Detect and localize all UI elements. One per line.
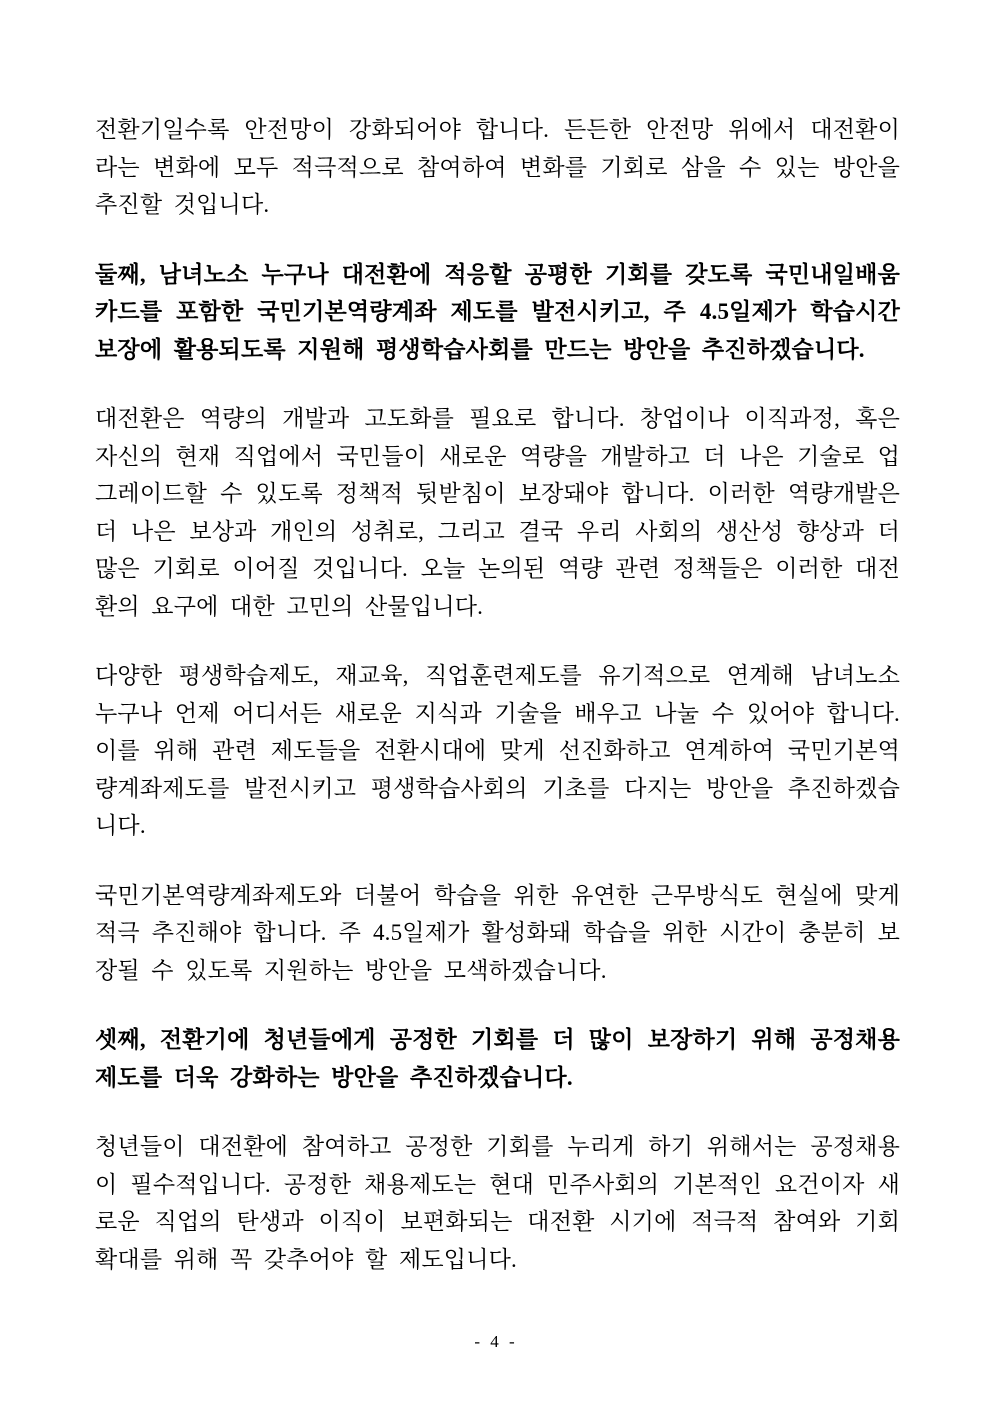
text-line: 이 필수적입니다. 공정한 채용제도는 현대 민주사회의 기본적인 요건이자 새	[95, 1171, 900, 1197]
text-line: 누구나 언제 어디서든 새로운 지식과 기술을 배우고 나눌 수 있어야 합니다.	[95, 700, 900, 726]
text-line: 자신의 현재 직업에서 국민들이 새로운 역량을 개발하고 더 나은 기술로 업	[95, 443, 900, 469]
text-line: 셋째, 전환기에 청년들에게 공정한 기회를 더 많이 보장하기 위해 공정채용	[95, 1027, 900, 1052]
emphasis-paragraph	[95, 256, 900, 369]
text-line: 청년들이 대전환에 참여하고 공정한 기회를 누리게 하기 위해서는 공정채용	[95, 1134, 900, 1159]
document-body	[95, 111, 900, 1310]
text-line: 제도를 더욱 강화하는 방안을 추진하겠습니다.	[95, 1064, 573, 1090]
text-line: 대전환은 역량의 개발과 고도화를 필요로 합니다. 창업이나 이직과정, 혹은	[95, 406, 900, 431]
text-line: 더 나은 보상과 개인의 성취로, 그리고 결국 우리 사회의 생산성 향상과 더	[95, 518, 900, 544]
text-line: 다양한 평생학습제도, 재교육, 직업훈련제도를 유기적으로 연계해 남녀노소	[95, 663, 900, 688]
text-line: 환의 요구에 대한 고민의 산물입니다.	[95, 593, 484, 619]
body-paragraph	[95, 400, 900, 625]
page-number: - 4 -	[474, 1332, 518, 1351]
body-paragraph	[95, 1128, 900, 1278]
text-line: 라는 변화에 모두 적극적으로 참여하여 변화를 기회로 삼을 수 있는 방안을	[95, 154, 900, 180]
text-line: 로운 직업의 탄생과 이직이 보편화되는 대전환 시기에 적극적 참여와 기회	[95, 1209, 900, 1234]
text-line: 그레이드할 수 있도록 정책적 뒷받침이 보장돼야 합니다. 이러한 역량개발은	[95, 481, 900, 506]
text-line: 둘째, 남녀노소 누구나 대전환에 적응할 공평한 기회를 갖도록 국민내일배움	[95, 261, 900, 287]
text-line: 량계좌제도를 발전시키고 평생학습사회의 기초를 다지는 방안을 추진하겠습	[95, 775, 900, 801]
emphasis-paragraph	[95, 1021, 900, 1096]
text-line: 카드를 포함한 국민기본역량계좌 제도를 발전시키고, 주 4.5일제가 학습시간	[95, 299, 900, 324]
text-line: 많은 기회로 이어질 것입니다. 오늘 논의된 역량 관련 정책들은 이러한 대전	[95, 556, 900, 581]
text-line: 전환기일수록 안전망이 강화되어야 합니다. 든든한 안전망 위에서 대전환이	[95, 117, 900, 142]
text-line: 보장에 활용되도록 지원해 평생학습사회를 만드는 방안을 추진하겠습니다.	[95, 336, 865, 362]
text-line: 적극 추진해야 합니다. 주 4.5일제가 활성화돼 학습을 위한 시간이 충분히 보	[95, 920, 900, 945]
text-line: 니다.	[95, 813, 146, 838]
text-line: 장될 수 있도록 지원하는 방안을 모색하겠습니다.	[95, 957, 607, 983]
text-line: 국민기본역량계좌제도와 더불어 학습을 위한 유연한 근무방식도 현실에 맞게	[95, 882, 900, 908]
body-paragraph	[95, 111, 900, 224]
text-line: 확대를 위해 꼭 갖추어야 할 제도입니다.	[95, 1246, 517, 1272]
text-line: 이를 위해 관련 제도들을 전환시대에 맞게 선진화하고 연계하여 국민기본역	[95, 738, 900, 763]
text-line: 추진할 것입니다.	[95, 192, 270, 217]
body-paragraph	[95, 657, 900, 845]
body-paragraph	[95, 877, 900, 990]
